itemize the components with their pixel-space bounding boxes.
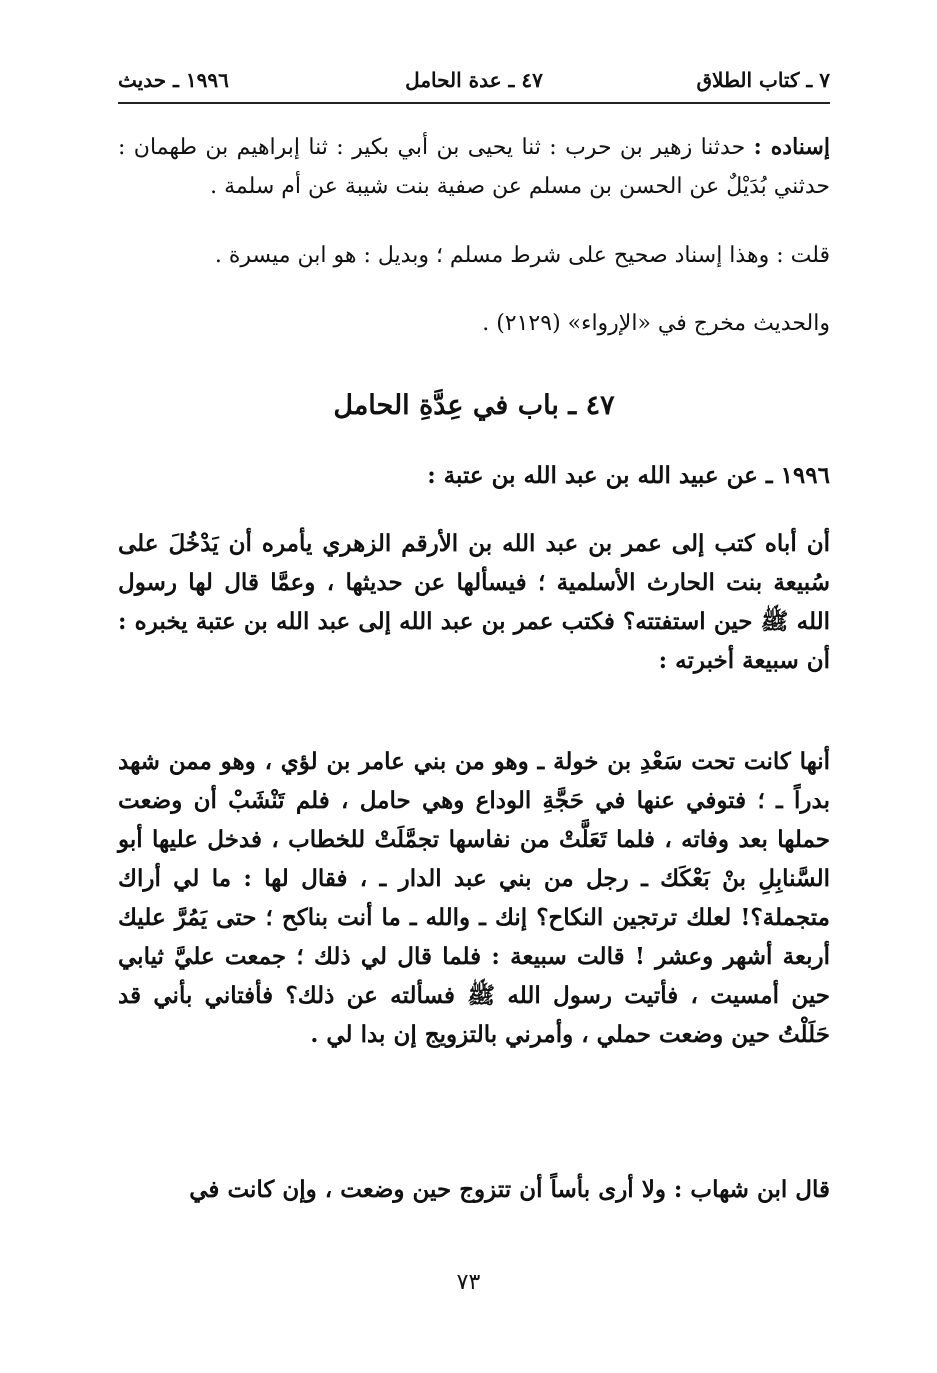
header-book-title: ٧ ـ كتاب الطلاق <box>696 68 830 92</box>
header-hadith-number: ١٩٩٦ ـ حديث <box>118 68 229 92</box>
hadith-header: ١٩٩٦ ـ عن عبيد الله بن عبد الله بن عتبة : <box>427 462 830 489</box>
note-sahih: قلت : وهذا إسناد صحيح على شرط مسلم ؛ وبديل : هو ابن ميسرة . <box>214 243 830 268</box>
isnad-paragraph <box>118 128 830 206</box>
hadith-paragraph-2: أنها كانت تحت سَعْدِ بن خولة ـ وهو من بني عامر بن لؤي ، وهو ممن شهد بدراً ـ ؛ فتوفي عنها في حَجَّةِ الوداع وهي حامل ، فلم تَنْشَبْ أن وضعت حملها بعد وفاته ، فلما تَعَلَّتْ من نفاسها تجمَّلَتْ للخطاب ، فدخل عليها أبو السَّنابِلِ بنْ بَعْكَك ـ رجل من بني عبد الدار ـ ، فقال لها : ما لي أراك متجملة؟! لعلك ترتجين النكاح؟ إنك ـ والله ـ ما أنت بناكح ؛ حتى يَمُرَّ عليك أربعة أشهر وعشر ! قالت سبيعة : فلما قال لي ذلك ؛ جمعت عليَّ ثيابي حين أمسيت ، فأتيت رسول الله ﷺ فسألته عن ذلك؟ فأفتاني بأني قد حَلَلْتُ حين وضعت حملي ، وأمرني بالتزويج إن بدا لي . <box>118 748 830 1048</box>
isnad-label: إسناده : <box>753 134 830 160</box>
hadith-paragraph-1: أن أباه كتب إلى عمر بن عبد الله بن الأرقم الزهري يأمره أن يَدْخُلَ على سُبيعة بنت الحارث الأسلمية ؛ فيسألها عن حديثها ، وعمَّا قال لها رسول الله ﷺ حين استفتته؟ فكتب عمر بن عبد الله إلى عبد الله بن عتبة يخبره : أن سبيعة أخبرته : <box>118 530 830 674</box>
isnad-text: حدثنا زهير بن حرب : ثنا يحيى بن أبي بكير : ثنا إبراهيم بن طهمان : حدثني بُدَيْلٌ عن الحسن بن مسلم عن صفية بنت شيبة عن أم سلمة . <box>118 135 830 199</box>
header-chapter-title: ٤٧ ـ عدة الحامل <box>405 68 543 92</box>
hadith-paragraph-3: قال ابن شهاب : ولا أرى بأساً أن تتزوج حين وضعت ، وإن كانت في <box>189 1176 830 1203</box>
chapter-title: ٤٧ ـ باب في عِدَّةِ الحامل <box>333 390 615 421</box>
page-number: ٧٣ <box>456 1270 481 1295</box>
note-takhrij: والحديث مخرج في «الإرواء» (٢١٢٩) . <box>482 311 830 336</box>
running-header <box>118 62 830 104</box>
